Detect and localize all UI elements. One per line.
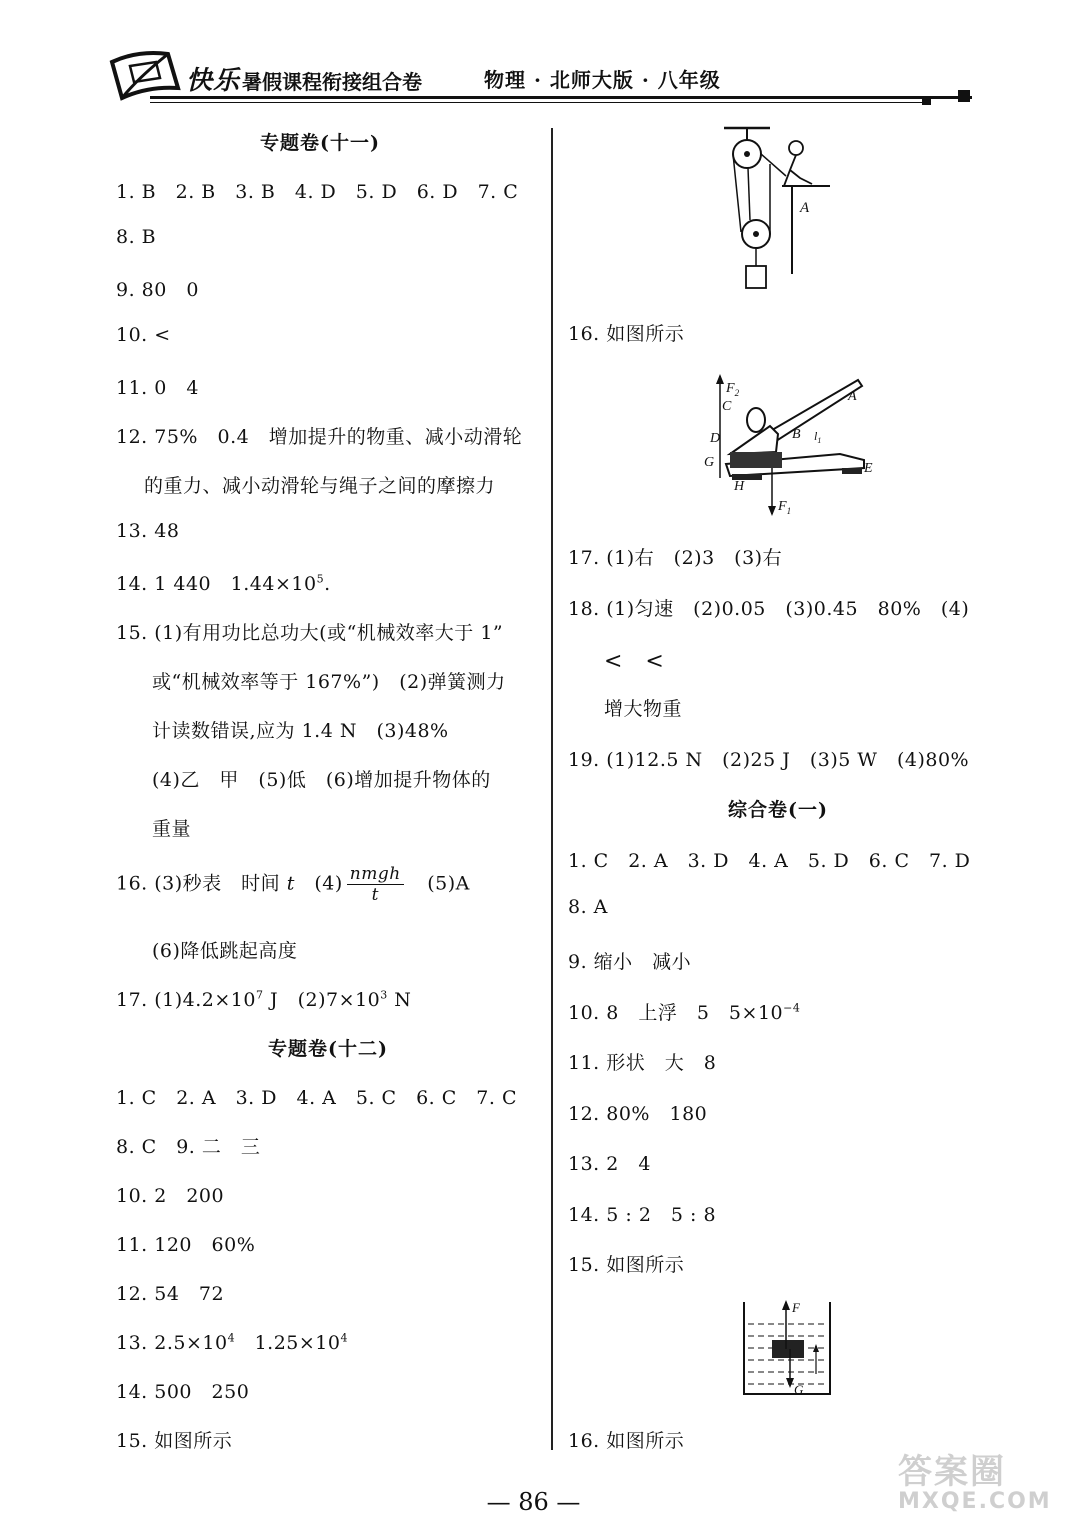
answer-line: 重量 [152, 818, 192, 840]
answer-line: 增大物重 [604, 698, 683, 720]
beaker-figure [740, 1298, 836, 1400]
lever-label-f2: F [726, 381, 735, 396]
answer-text: 14. 1 440 1.44×10 [116, 573, 317, 595]
variable-t: t [286, 872, 295, 895]
exponent: 4 [227, 1331, 236, 1345]
lever-label-h: H [734, 479, 745, 494]
fraction [347, 864, 404, 905]
answer-text: 10. 8 上浮 5 5×10 [568, 1002, 784, 1024]
answer-text: 13. 2.5×10 [116, 1332, 228, 1354]
answer-line: 1. C 2. A 3. D 4. A 5. D 6. C 7. D [568, 850, 971, 872]
header-rule [150, 96, 972, 99]
answer-line [568, 998, 800, 1025]
answer-line: 13. 48 [116, 520, 180, 542]
answer-text: 16. (3)秒表 时间 [116, 872, 287, 895]
answer-line: 16. 如图所示 [568, 1430, 685, 1452]
header-square-large [958, 90, 970, 102]
answer-line: 8. C 9. 二 三 [116, 1136, 261, 1158]
watermark-line1: 答案圈 [898, 1452, 1006, 1492]
answer-line: 14. 500 250 [116, 1381, 250, 1403]
answer-line: 17. (1)右 (2)3 (3)右 [568, 547, 783, 569]
watermark [898, 1444, 1052, 1514]
book-logo-icon [108, 48, 184, 102]
svg-text:F1 [777, 499, 791, 516]
exponent: 7 [255, 988, 264, 1002]
lever-label-f1-sub: 1 [786, 506, 792, 516]
answer-line: 13. 2 4 [568, 1153, 651, 1175]
subject-label: 物理 · 北师大版 · 八年级 [484, 68, 721, 92]
answer-line: 16. 如图所示 [568, 323, 685, 345]
pulley-label-a: A [800, 200, 810, 216]
answer-line [116, 569, 331, 596]
answer-line: 15. 如图所示 [568, 1254, 685, 1276]
pulley-figure [700, 124, 830, 296]
page-header [0, 0, 1067, 112]
lever-label-f2-sub: 2 [734, 388, 740, 398]
answer-line: < < [604, 649, 665, 674]
section-title-12: 专题卷(十二) [268, 1038, 388, 1060]
answer-line: 1. B 2. B 3. B 4. D 5. D 6. D 7. C [116, 181, 519, 203]
section-title-z1: 综合卷(一) [728, 799, 828, 821]
lever-label-l1: l [814, 429, 818, 443]
answer-line: 的重力、减小动滑轮与绳子之间的摩擦力 [144, 475, 496, 497]
answer-line: 8. B [116, 226, 157, 248]
beaker-label-g: G [794, 1382, 804, 1397]
answer-line: (6)降低跳起高度 [152, 940, 298, 962]
column-divider [551, 128, 553, 1450]
lever-label-a: A [848, 389, 857, 404]
answer-text: J (2)7×10 [263, 989, 381, 1011]
header-rule-thin [150, 102, 930, 103]
answer-text: 1.25×10 [235, 1332, 341, 1354]
answer-line: 9. 缩小 减小 [568, 951, 692, 973]
answer-line: 11. 120 60% [116, 1234, 256, 1256]
answer-line: 18. (1)匀速 (2)0.05 (3)0.45 80% (4) [568, 598, 970, 620]
fraction-denominator: t [371, 885, 379, 905]
answer-text: 17. (1)4.2×10 [116, 989, 256, 1011]
exponent: 4 [340, 1331, 348, 1345]
exponent: 3 [380, 988, 388, 1002]
beaker-label-f: F [792, 1300, 800, 1315]
answer-line: 15. 如图所示 [116, 1430, 233, 1452]
answer-line: 9. 80 0 [116, 279, 199, 301]
exponent: −4 [783, 1001, 801, 1015]
lever-label-g: G [704, 455, 715, 470]
lever-label-f1: F [778, 499, 787, 514]
answer-line: 11. 0 4 [116, 377, 199, 399]
answer-line: 8. A [568, 896, 608, 918]
lever-label-b: B [792, 427, 801, 442]
answer-text: . [324, 573, 331, 595]
lever-label-c: C [722, 399, 732, 414]
answer-line: 12. 80% 180 [568, 1103, 708, 1125]
answer-line: 或“机械效率等于 167%”) (2)弹簧测力 [152, 671, 506, 693]
lever-label-l1-sub: 1 [817, 436, 822, 445]
answer-line: 19. (1)12.5 N (2)25 J (3)5 W (4)80% [568, 749, 970, 771]
svg-text:F2 [725, 381, 740, 398]
watermark-line2: MXQE.COM [898, 1489, 1052, 1514]
fraction-numerator: nmgh [347, 864, 404, 885]
answer-text: (5)A [407, 872, 470, 895]
answer-line [116, 1328, 348, 1355]
answer-line: 11. 形状 大 8 [568, 1052, 717, 1074]
answer-line: 14. 5 : 2 5 : 8 [568, 1204, 717, 1226]
lever-label-e: E [864, 461, 873, 476]
exponent: 5 [316, 572, 325, 586]
answer-line: (4)乙 甲 (5)低 (6)增加提升物体的 [152, 769, 491, 791]
answer-line: 1. C 2. A 3. D 4. A 5. C 6. C 7. C [116, 1087, 517, 1109]
page-number: — 86 — [486, 1488, 581, 1516]
brand-subtitle: 暑假课程衔接组合卷 [242, 70, 422, 94]
answer-text: (4) [294, 872, 343, 895]
svg-text:l1 [814, 429, 821, 445]
answer-line: 15. (1)有用功比总功大(或“机械效率大于 1” [116, 622, 504, 644]
answer-line: 12. 75% 0.4 增加提升的物重、减小动滑轮 [116, 426, 523, 448]
answer-line [116, 864, 470, 905]
section-title-11: 专题卷(十一) [260, 132, 380, 154]
lever-figure [700, 368, 880, 520]
answer-line: 10. < [116, 324, 171, 346]
answer-text: N [387, 989, 412, 1011]
brand-title: 快乐 [186, 66, 241, 96]
answer-line: 10. 2 200 [116, 1185, 225, 1207]
header-square-small [922, 96, 931, 105]
answer-line [116, 985, 411, 1012]
answer-line: 计读数错误,应为 1.4 N (3)48% [152, 720, 449, 742]
answer-line: 12. 54 72 [116, 1283, 225, 1305]
lever-label-d: D [710, 431, 721, 446]
